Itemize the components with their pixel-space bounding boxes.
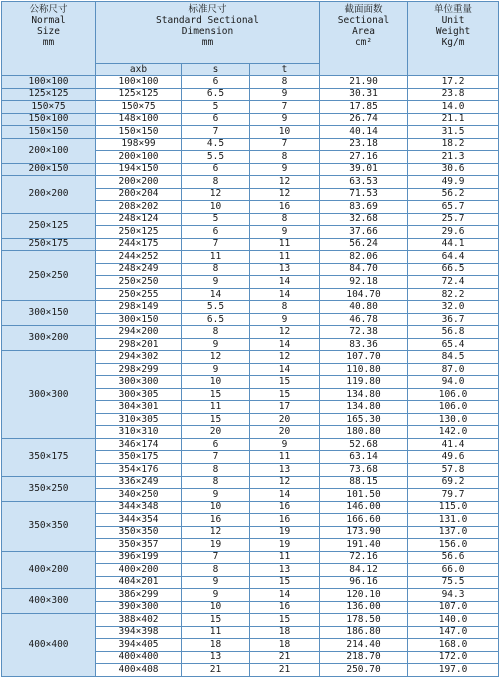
nominal-size-cell: 200×100 [2, 138, 96, 163]
h-beam-spec-table [1, 1, 499, 677]
section-size-cell: 350×350 [96, 526, 182, 539]
sectional-area-cell: 134.80 [320, 388, 408, 401]
sectional-area-cell: 17.85 [320, 101, 408, 114]
table-row [2, 88, 499, 101]
flange-thickness-cell: 11 [250, 251, 320, 264]
unit-weight-cell: 137.0 [408, 526, 499, 539]
flange-thickness-cell: 7 [250, 138, 320, 151]
table-row [2, 238, 499, 251]
sectional-area-cell: 173.90 [320, 526, 408, 539]
web-thickness-cell: 10 [182, 501, 250, 514]
table-row [2, 76, 499, 89]
section-size-cell: 400×408 [96, 664, 182, 677]
sectional-area-cell: 119.80 [320, 376, 408, 389]
flange-thickness-cell: 13 [250, 463, 320, 476]
flange-thickness-cell: 21 [250, 664, 320, 677]
sectional-area-cell: 84.70 [320, 263, 408, 276]
section-size-cell: 250×250 [96, 276, 182, 289]
section-size-cell: 148×100 [96, 113, 182, 126]
section-size-cell: 194×150 [96, 163, 182, 176]
unit-weight-cell: 84.5 [408, 351, 499, 364]
sectional-area-cell: 83.69 [320, 201, 408, 214]
flange-thickness-cell: 8 [250, 76, 320, 89]
section-size-cell: 298×201 [96, 338, 182, 351]
section-size-cell: 125×125 [96, 88, 182, 101]
unit-weight-cell: 156.0 [408, 539, 499, 552]
table-row [2, 251, 499, 264]
sectional-area-cell: 180.80 [320, 426, 408, 439]
unit-weight-cell: 30.6 [408, 163, 499, 176]
section-size-cell: 294×200 [96, 326, 182, 339]
nominal-size-cell: 100×100 [2, 76, 96, 89]
nominal-size-cell: 400×400 [2, 614, 96, 677]
section-size-cell: 200×200 [96, 176, 182, 189]
sectional-area-cell: 21.90 [320, 76, 408, 89]
web-thickness-cell: 20 [182, 426, 250, 439]
nominal-size-cell: 200×150 [2, 163, 96, 176]
flange-thickness-cell: 9 [250, 88, 320, 101]
table-row [2, 614, 499, 627]
section-size-cell: 350×357 [96, 539, 182, 552]
unit-weight-cell: 56.2 [408, 188, 499, 201]
section-size-cell: 100×100 [96, 76, 182, 89]
section-size-cell: 346×174 [96, 438, 182, 451]
flange-thickness-cell: 14 [250, 276, 320, 289]
unit-weight-cell: 106.0 [408, 388, 499, 401]
sectional-area-cell: 214.40 [320, 639, 408, 652]
section-size-cell: 350×175 [96, 451, 182, 464]
flange-thickness-cell: 15 [250, 614, 320, 627]
unit-weight-cell: 21.1 [408, 113, 499, 126]
flange-thickness-cell: 14 [250, 288, 320, 301]
web-thickness-cell: 15 [182, 614, 250, 627]
unit-weight-cell: 44.1 [408, 238, 499, 251]
nominal-size-cell: 250×125 [2, 213, 96, 238]
sectional-area-cell: 27.16 [320, 151, 408, 164]
table-row [2, 113, 499, 126]
section-size-cell: 200×204 [96, 188, 182, 201]
flange-thickness-cell: 16 [250, 501, 320, 514]
flange-thickness-cell: 15 [250, 388, 320, 401]
sectional-area-cell: 73.68 [320, 463, 408, 476]
unit-weight-cell: 31.5 [408, 126, 499, 139]
unit-weight-cell: 66.5 [408, 263, 499, 276]
web-thickness-cell: 11 [182, 401, 250, 414]
sectional-area-cell: 92.18 [320, 276, 408, 289]
sectional-area-cell: 107.70 [320, 351, 408, 364]
section-size-cell: 304×301 [96, 401, 182, 414]
section-size-cell: 300×300 [96, 376, 182, 389]
table-body [2, 76, 499, 677]
flange-thickness-cell: 12 [250, 351, 320, 364]
sectional-area-cell: 72.16 [320, 551, 408, 564]
unit-weight-cell: 94.3 [408, 589, 499, 602]
web-thickness-cell: 9 [182, 589, 250, 602]
sectional-area-cell: 39.01 [320, 163, 408, 176]
unit-weight-cell: 18.2 [408, 138, 499, 151]
section-size-cell: 298×299 [96, 363, 182, 376]
section-size-cell: 198×99 [96, 138, 182, 151]
web-thickness-cell: 12 [182, 188, 250, 201]
sectional-area-cell: 218.70 [320, 651, 408, 664]
web-thickness-cell: 6 [182, 113, 250, 126]
section-size-cell: 200×100 [96, 151, 182, 164]
web-thickness-cell: 13 [182, 651, 250, 664]
table-row [2, 438, 499, 451]
web-thickness-cell: 7 [182, 451, 250, 464]
section-size-cell: 300×305 [96, 388, 182, 401]
web-thickness-cell: 6 [182, 163, 250, 176]
sectional-area-cell: 32.68 [320, 213, 408, 226]
web-thickness-cell: 6.5 [182, 88, 250, 101]
unit-weight-cell: 49.6 [408, 451, 499, 464]
unit-weight-cell: 41.4 [408, 438, 499, 451]
section-size-cell: 336×249 [96, 476, 182, 489]
sectional-area-cell: 96.16 [320, 576, 408, 589]
flange-thickness-cell: 9 [250, 163, 320, 176]
web-thickness-cell: 12 [182, 526, 250, 539]
flange-thickness-cell: 13 [250, 263, 320, 276]
sectional-area-cell: 56.24 [320, 238, 408, 251]
section-size-cell: 248×124 [96, 213, 182, 226]
web-thickness-cell: 11 [182, 251, 250, 264]
flange-thickness-cell: 10 [250, 126, 320, 139]
flange-thickness-cell: 15 [250, 576, 320, 589]
sectional-area-cell: 40.80 [320, 301, 408, 314]
flange-thickness-cell: 15 [250, 376, 320, 389]
web-thickness-cell: 9 [182, 363, 250, 376]
section-size-cell: 340×250 [96, 489, 182, 502]
web-thickness-cell: 18 [182, 639, 250, 652]
sectional-area-cell: 52.68 [320, 438, 408, 451]
nominal-size-cell: 350×250 [2, 476, 96, 501]
web-thickness-cell: 7 [182, 551, 250, 564]
table-row [2, 501, 499, 514]
section-size-cell: 244×252 [96, 251, 182, 264]
web-thickness-cell: 7 [182, 126, 250, 139]
nominal-size-cell: 150×75 [2, 101, 96, 114]
sectional-area-cell: 82.06 [320, 251, 408, 264]
web-thickness-cell: 7 [182, 238, 250, 251]
web-thickness-cell: 9 [182, 489, 250, 502]
nominal-size-cell: 250×250 [2, 251, 96, 301]
flange-thickness-cell: 16 [250, 514, 320, 527]
web-thickness-cell: 6 [182, 438, 250, 451]
sectional-area-cell: 83.36 [320, 338, 408, 351]
section-size-cell: 208×202 [96, 201, 182, 214]
flange-thickness-cell: 9 [250, 438, 320, 451]
unit-weight-cell: 82.2 [408, 288, 499, 301]
sectional-area-cell: 166.60 [320, 514, 408, 527]
flange-thickness-cell: 12 [250, 176, 320, 189]
web-thickness-cell: 10 [182, 601, 250, 614]
unit-weight-cell: 21.3 [408, 151, 499, 164]
table-row [2, 126, 499, 139]
flange-thickness-cell: 19 [250, 526, 320, 539]
subheader-axb: axb [96, 64, 182, 76]
section-size-cell: 390×300 [96, 601, 182, 614]
section-size-cell: 150×150 [96, 126, 182, 139]
section-size-cell: 298×149 [96, 301, 182, 314]
unit-weight-cell: 142.0 [408, 426, 499, 439]
web-thickness-cell: 10 [182, 201, 250, 214]
header-sectional-area: 截面面数 Sectional Area cm² [320, 2, 408, 76]
section-size-cell: 388×402 [96, 614, 182, 627]
section-size-cell: 386×299 [96, 589, 182, 602]
section-size-cell: 404×201 [96, 576, 182, 589]
nominal-size-cell: 200×200 [2, 176, 96, 214]
unit-weight-cell: 140.0 [408, 614, 499, 627]
web-thickness-cell: 11 [182, 626, 250, 639]
web-thickness-cell: 9 [182, 338, 250, 351]
web-thickness-cell: 6 [182, 226, 250, 239]
nominal-size-cell: 350×350 [2, 501, 96, 551]
sectional-area-cell: 71.53 [320, 188, 408, 201]
section-size-cell: 394×398 [96, 626, 182, 639]
table-row [2, 101, 499, 114]
nominal-size-cell: 300×200 [2, 326, 96, 351]
section-size-cell: 310×310 [96, 426, 182, 439]
unit-weight-cell: 32.0 [408, 301, 499, 314]
table-row [2, 163, 499, 176]
section-size-cell: 150×75 [96, 101, 182, 114]
section-size-cell: 250×125 [96, 226, 182, 239]
web-thickness-cell: 6.5 [182, 313, 250, 326]
web-thickness-cell: 19 [182, 539, 250, 552]
flange-thickness-cell: 12 [250, 326, 320, 339]
unit-weight-cell: 66.0 [408, 564, 499, 577]
sectional-area-cell: 84.12 [320, 564, 408, 577]
web-thickness-cell: 8 [182, 564, 250, 577]
table-row [2, 176, 499, 189]
table-row [2, 589, 499, 602]
section-size-cell: 394×405 [96, 639, 182, 652]
unit-weight-cell: 147.0 [408, 626, 499, 639]
web-thickness-cell: 15 [182, 413, 250, 426]
web-thickness-cell: 8 [182, 263, 250, 276]
web-thickness-cell: 10 [182, 376, 250, 389]
table-row [2, 351, 499, 364]
nominal-size-cell: 400×200 [2, 551, 96, 589]
flange-thickness-cell: 14 [250, 489, 320, 502]
nominal-size-cell: 300×150 [2, 301, 96, 326]
subheader-t: t [250, 64, 320, 76]
flange-thickness-cell: 8 [250, 301, 320, 314]
flange-thickness-cell: 9 [250, 113, 320, 126]
flange-thickness-cell: 17 [250, 401, 320, 414]
section-size-cell: 294×302 [96, 351, 182, 364]
unit-weight-cell: 75.5 [408, 576, 499, 589]
header-standard-dimension: 标准尺寸 Standard Sectional Dimension mm [96, 2, 320, 64]
unit-weight-cell: 72.4 [408, 276, 499, 289]
flange-thickness-cell: 13 [250, 564, 320, 577]
unit-weight-cell: 87.0 [408, 363, 499, 376]
web-thickness-cell: 8 [182, 326, 250, 339]
table-row [2, 301, 499, 314]
sectional-area-cell: 26.74 [320, 113, 408, 126]
header-unit-weight: 单位重量 Unit Weight Kg/m [408, 2, 499, 76]
table-row [2, 138, 499, 151]
flange-thickness-cell: 9 [250, 313, 320, 326]
flange-thickness-cell: 20 [250, 413, 320, 426]
web-thickness-cell: 8 [182, 176, 250, 189]
sectional-area-cell: 88.15 [320, 476, 408, 489]
unit-weight-cell: 56.8 [408, 326, 499, 339]
web-thickness-cell: 16 [182, 514, 250, 527]
flange-thickness-cell: 11 [250, 451, 320, 464]
flange-thickness-cell: 12 [250, 188, 320, 201]
section-size-cell: 354×176 [96, 463, 182, 476]
section-size-cell: 248×249 [96, 263, 182, 276]
header-row [2, 2, 499, 64]
unit-weight-cell: 57.8 [408, 463, 499, 476]
web-thickness-cell: 9 [182, 276, 250, 289]
unit-weight-cell: 29.6 [408, 226, 499, 239]
table-row [2, 213, 499, 226]
web-thickness-cell: 6 [182, 76, 250, 89]
unit-weight-cell: 107.0 [408, 601, 499, 614]
sectional-area-cell: 104.70 [320, 288, 408, 301]
unit-weight-cell: 14.0 [408, 101, 499, 114]
unit-weight-cell: 79.7 [408, 489, 499, 502]
sectional-area-cell: 63.53 [320, 176, 408, 189]
flange-thickness-cell: 16 [250, 601, 320, 614]
flange-thickness-cell: 11 [250, 238, 320, 251]
section-size-cell: 250×255 [96, 288, 182, 301]
sectional-area-cell: 134.80 [320, 401, 408, 414]
sectional-area-cell: 37.66 [320, 226, 408, 239]
unit-weight-cell: 49.9 [408, 176, 499, 189]
flange-thickness-cell: 19 [250, 539, 320, 552]
table-row [2, 551, 499, 564]
nominal-size-cell: 250×175 [2, 238, 96, 251]
flange-thickness-cell: 9 [250, 226, 320, 239]
table-row [2, 476, 499, 489]
flange-thickness-cell: 20 [250, 426, 320, 439]
web-thickness-cell: 4.5 [182, 138, 250, 151]
sectional-area-cell: 186.80 [320, 626, 408, 639]
flange-thickness-cell: 14 [250, 338, 320, 351]
unit-weight-cell: 17.2 [408, 76, 499, 89]
unit-weight-cell: 65.4 [408, 338, 499, 351]
unit-weight-cell: 131.0 [408, 514, 499, 527]
nominal-size-cell: 350×175 [2, 438, 96, 476]
sectional-area-cell: 120.10 [320, 589, 408, 602]
section-size-cell: 310×305 [96, 413, 182, 426]
nominal-size-cell: 150×150 [2, 126, 96, 139]
sectional-area-cell: 23.18 [320, 138, 408, 151]
unit-weight-cell: 115.0 [408, 501, 499, 514]
unit-weight-cell: 168.0 [408, 639, 499, 652]
flange-thickness-cell: 18 [250, 639, 320, 652]
nominal-size-cell: 300×300 [2, 351, 96, 439]
section-size-cell: 400×400 [96, 651, 182, 664]
sectional-area-cell: 110.80 [320, 363, 408, 376]
sectional-area-cell: 250.70 [320, 664, 408, 677]
unit-weight-cell: 64.4 [408, 251, 499, 264]
unit-weight-cell: 25.7 [408, 213, 499, 226]
section-size-cell: 300×150 [96, 313, 182, 326]
flange-thickness-cell: 18 [250, 626, 320, 639]
subheader-s: s [182, 64, 250, 76]
web-thickness-cell: 9 [182, 576, 250, 589]
web-thickness-cell: 15 [182, 388, 250, 401]
web-thickness-cell: 5.5 [182, 151, 250, 164]
sectional-area-cell: 63.14 [320, 451, 408, 464]
nominal-size-cell: 125×125 [2, 88, 96, 101]
web-thickness-cell: 14 [182, 288, 250, 301]
nominal-size-cell: 400×300 [2, 589, 96, 614]
section-size-cell: 396×199 [96, 551, 182, 564]
section-size-cell: 400×200 [96, 564, 182, 577]
sectional-area-cell: 40.14 [320, 126, 408, 139]
web-thickness-cell: 8 [182, 476, 250, 489]
flange-thickness-cell: 21 [250, 651, 320, 664]
web-thickness-cell: 8 [182, 463, 250, 476]
nominal-size-cell: 150×100 [2, 113, 96, 126]
section-size-cell: 344×354 [96, 514, 182, 527]
sectional-area-cell: 30.31 [320, 88, 408, 101]
unit-weight-cell: 94.0 [408, 376, 499, 389]
unit-weight-cell: 197.0 [408, 664, 499, 677]
unit-weight-cell: 56.6 [408, 551, 499, 564]
flange-thickness-cell: 11 [250, 551, 320, 564]
sectional-area-cell: 136.00 [320, 601, 408, 614]
flange-thickness-cell: 12 [250, 476, 320, 489]
flange-thickness-cell: 14 [250, 363, 320, 376]
sectional-area-cell: 46.78 [320, 313, 408, 326]
web-thickness-cell: 12 [182, 351, 250, 364]
web-thickness-cell: 5 [182, 101, 250, 114]
web-thickness-cell: 5.5 [182, 301, 250, 314]
web-thickness-cell: 5 [182, 213, 250, 226]
unit-weight-cell: 130.0 [408, 413, 499, 426]
sectional-area-cell: 101.50 [320, 489, 408, 502]
flange-thickness-cell: 16 [250, 201, 320, 214]
unit-weight-cell: 172.0 [408, 651, 499, 664]
web-thickness-cell: 21 [182, 664, 250, 677]
sectional-area-cell: 191.40 [320, 539, 408, 552]
flange-thickness-cell: 14 [250, 589, 320, 602]
flange-thickness-cell: 8 [250, 213, 320, 226]
table-row [2, 326, 499, 339]
sectional-area-cell: 178.50 [320, 614, 408, 627]
unit-weight-cell: 106.0 [408, 401, 499, 414]
section-size-cell: 344×348 [96, 501, 182, 514]
unit-weight-cell: 65.7 [408, 201, 499, 214]
sectional-area-cell: 146.00 [320, 501, 408, 514]
section-size-cell: 244×175 [96, 238, 182, 251]
flange-thickness-cell: 7 [250, 101, 320, 114]
header-nominal-size: 公称尺寸 Normal Size mm [2, 2, 96, 76]
flange-thickness-cell: 8 [250, 151, 320, 164]
sectional-area-cell: 165.30 [320, 413, 408, 426]
unit-weight-cell: 69.2 [408, 476, 499, 489]
unit-weight-cell: 36.7 [408, 313, 499, 326]
unit-weight-cell: 23.8 [408, 88, 499, 101]
sectional-area-cell: 72.38 [320, 326, 408, 339]
